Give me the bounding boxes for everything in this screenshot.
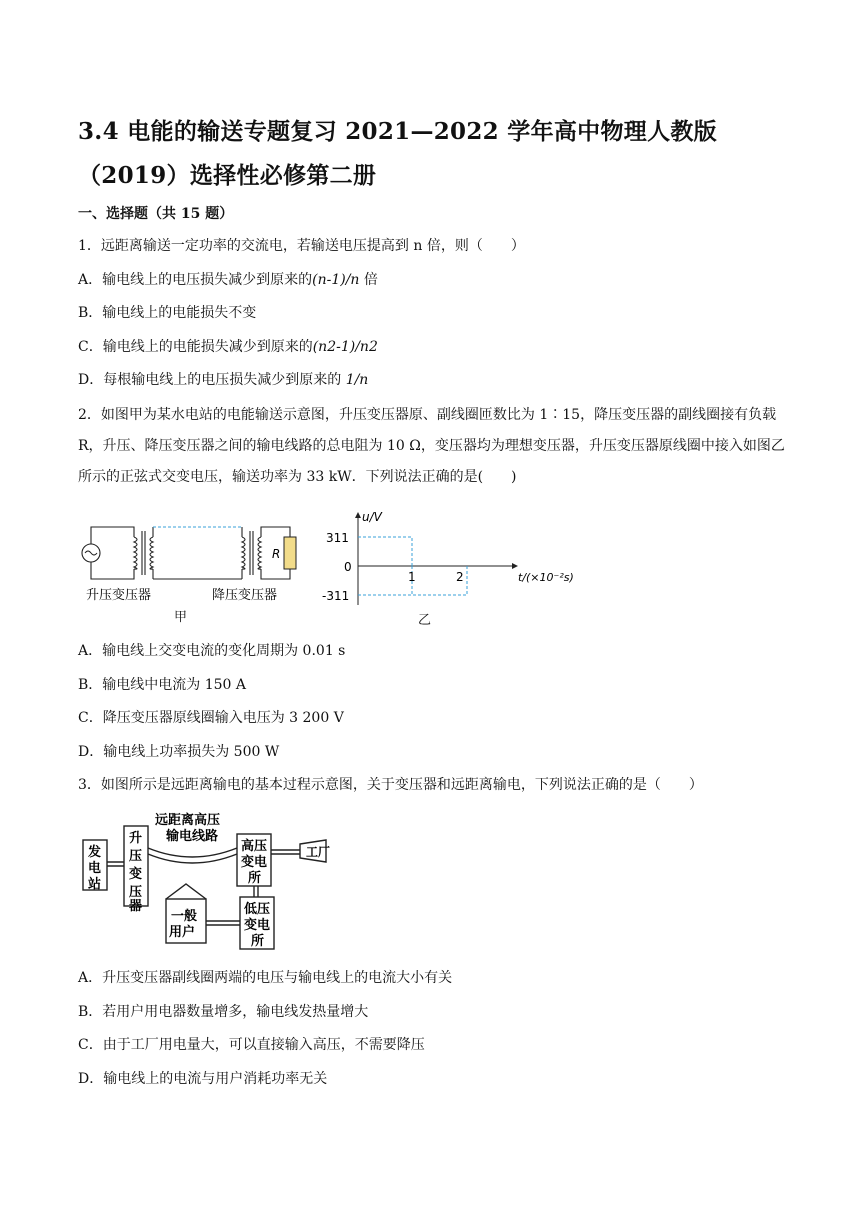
- x-tick-2: 2: [456, 570, 464, 584]
- hv-label-3: 所: [248, 871, 262, 886]
- question-3-option-d: D．输电线上的电流与用户消耗功率无关: [78, 1071, 328, 1087]
- figure-jia-caption: 甲: [174, 610, 188, 625]
- option-d-math: 1/n: [345, 372, 369, 388]
- line-label-1: 远距离高压: [155, 813, 221, 828]
- question-1-option-a: [78, 269, 788, 291]
- hv-label-2: 变电: [241, 855, 268, 870]
- question-1-stem: 1．远距离输送一定功率的交流电，若输送电压提高到 n 倍，则（ ）: [78, 238, 525, 254]
- option-c-text: C．输电线上的电能损失减少到原来的: [78, 339, 313, 355]
- step-up-label: 升压变压器: [86, 588, 152, 603]
- question-2-option-c: C．降压变压器原线圈输入电压为 3 200 V: [78, 710, 344, 726]
- x-tick-1: 1: [408, 570, 416, 584]
- stepup-char-2: 压: [129, 849, 143, 864]
- stepup-char-1: 升: [129, 831, 143, 846]
- option-a-text: A．输电线上的电压损失减少到原来的: [78, 272, 313, 288]
- question-3-option-b: B．若用户用电器数量增多，输电线发热量增大: [78, 1004, 369, 1020]
- stepup-char-5: 器: [129, 899, 143, 914]
- lv-label-3: 所: [251, 934, 265, 949]
- question-1-option-c: [78, 336, 788, 358]
- option-a-tail: 倍: [359, 272, 378, 288]
- question-1-option-b: B．输电线上的电能损失不变: [78, 305, 257, 321]
- origin-label: 0: [344, 560, 352, 574]
- y-tick-top: 311: [326, 531, 349, 545]
- question-3-stem: 3．如图所示是远距离输电的基本过程示意图，关于变压器和远距离输电，下列说法正确的是（ ）: [78, 777, 703, 793]
- y-tick-bottom: -311: [322, 589, 350, 603]
- step-down-label: 降压变压器: [212, 588, 278, 603]
- station-char-3: 站: [88, 877, 102, 892]
- load-label: R: [272, 547, 281, 561]
- document-title: 3.4 电能的输送专题复习 2021—2022 学年高中物理人教版（2019）选择性必修第二册: [78, 118, 717, 189]
- lv-label-1: 低压: [244, 902, 271, 917]
- hv-label-1: 高压: [241, 839, 268, 854]
- station-char-2: 电: [88, 861, 102, 876]
- question-3-option-c: C．由于工厂用电量大，可以直接输入高压，不需要降压: [78, 1037, 425, 1053]
- option-a-math: (n-1)/n: [312, 272, 360, 288]
- user-label-1: 一般: [171, 909, 198, 924]
- user-label-2: 用户: [169, 925, 196, 940]
- option-c-math: (n2-1)/n2: [312, 339, 378, 355]
- lv-label-2: 变电: [244, 918, 271, 933]
- y-axis-label: u/V: [362, 510, 382, 524]
- station-char-1: 发: [88, 845, 102, 860]
- section-heading: 一、选择题（共 15 题）: [78, 206, 234, 222]
- question-1-option-d: [78, 369, 788, 391]
- question-3-option-a: A．升压变压器副线圈两端的电压与输电线上的电流大小有关: [78, 970, 453, 986]
- stepup-char-4: 压: [129, 885, 143, 900]
- question-2-option-a: A．输电线上交变电流的变化周期为 0.01 s: [78, 643, 346, 659]
- figure-yi-graph: [322, 505, 592, 617]
- line-label-2: 输电线路: [166, 829, 219, 844]
- stepup-char-3: 变: [129, 867, 143, 882]
- figure-jia-circuit: [80, 515, 310, 607]
- question-2-option-b: B．输电线中电流为 150 A: [78, 677, 247, 693]
- x-axis-label: t/(×10⁻²s): [518, 571, 574, 584]
- figure-yi-caption: 乙: [418, 613, 432, 628]
- figure-transmission-process: [82, 810, 352, 950]
- question-2-stem: 2．如图甲为某水电站的电能输送示意图，升压变压器原、副线圈匝数比为 1∶15，降压变压器的副线圈接有负载 R，升压、降压变压器之间的输电线路的总电阻为 10 Ω，变压器均为理想变压器，升压变压器原线圈中接入如图乙所示的正弦式交变电压，输送功率为 33 kW．下列说法正确的是( ): [78, 407, 785, 485]
- factory-label: 工厂: [306, 845, 331, 859]
- load-resistor-icon: [284, 537, 296, 569]
- question-2-option-d: D．输电线上功率损失为 500 W: [78, 744, 280, 760]
- option-d-text: D．每根输电线上的电压损失减少到原来的: [78, 372, 346, 388]
